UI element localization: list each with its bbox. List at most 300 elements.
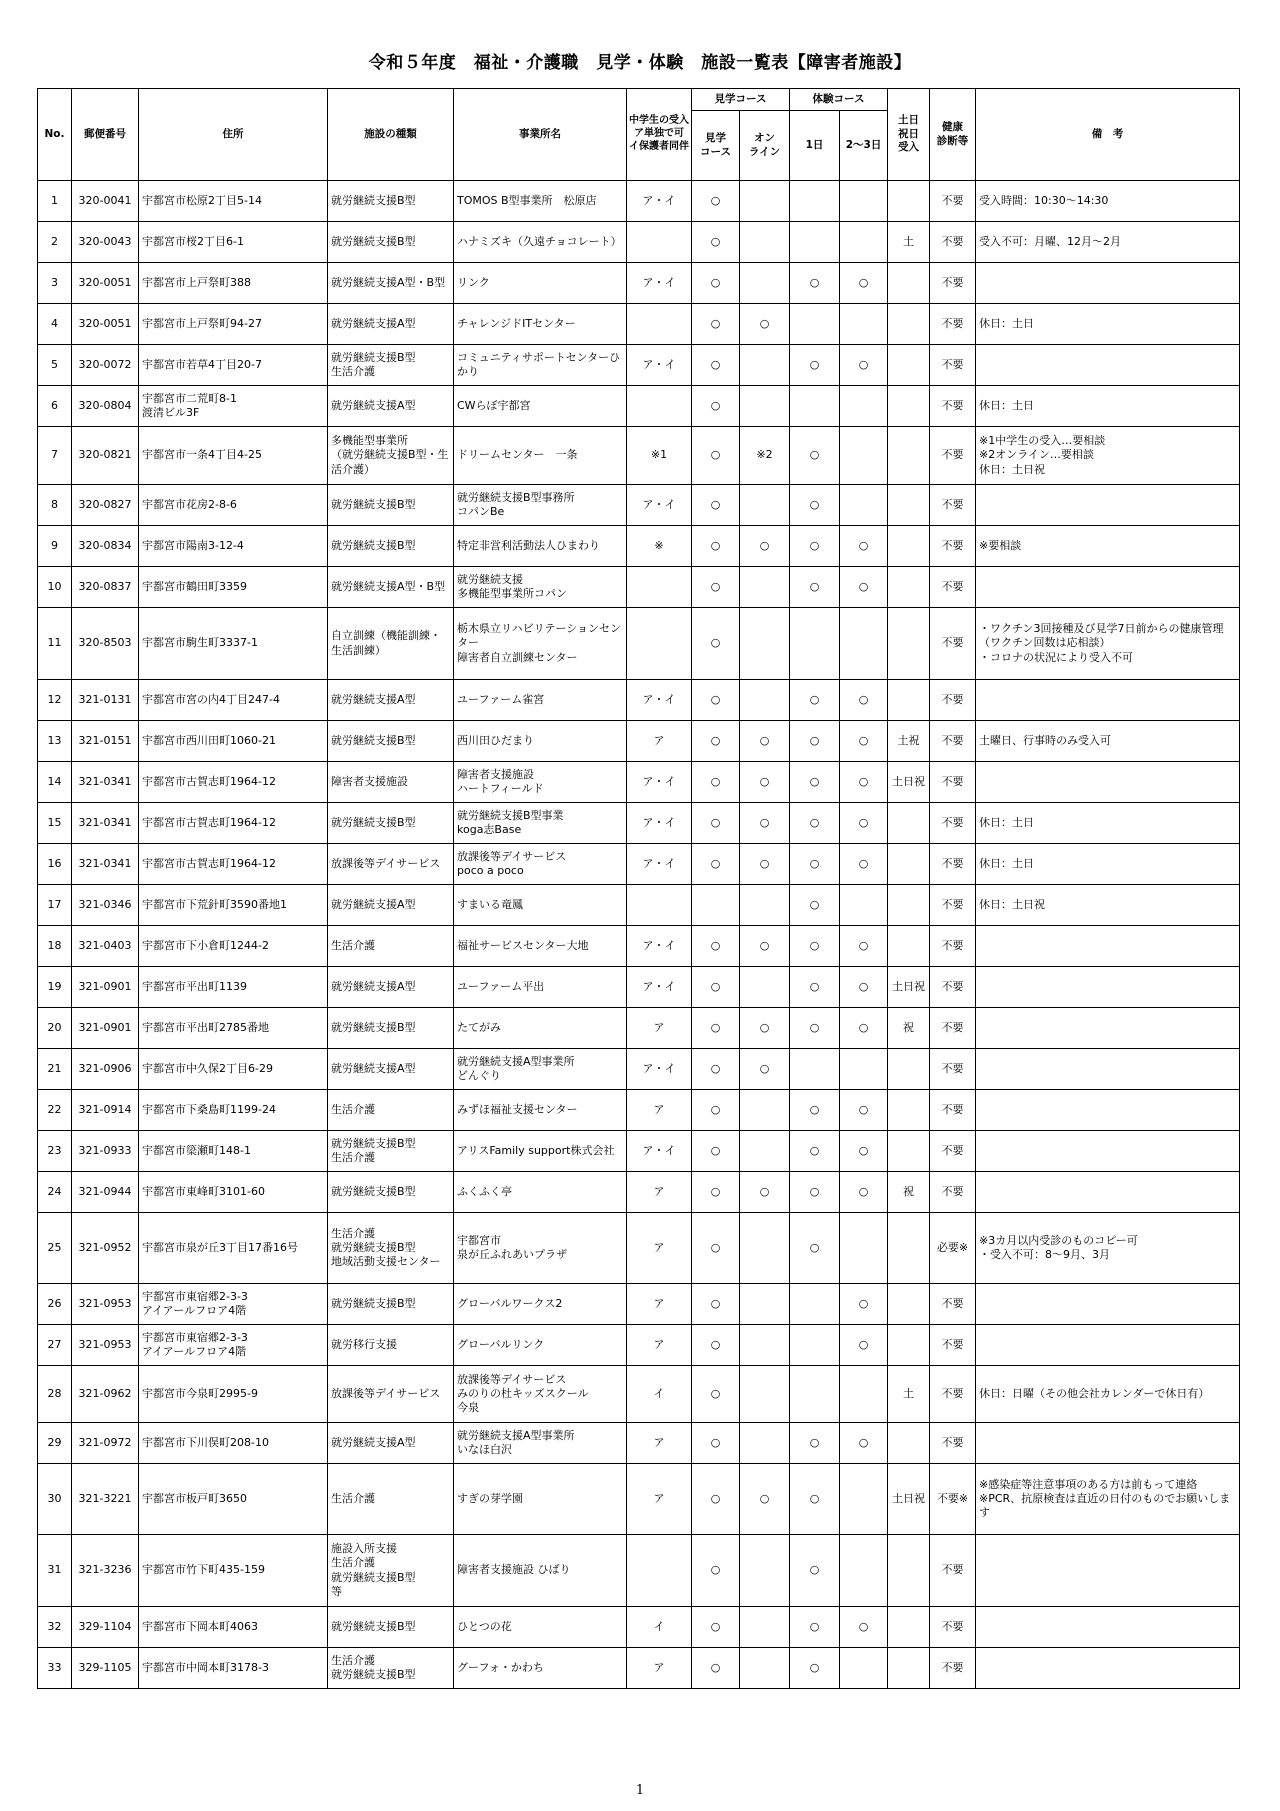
cell-day1: ○ <box>790 967 840 1008</box>
cell-postal: 320-0804 <box>72 386 139 427</box>
cell-weekend <box>888 1049 930 1090</box>
cell-weekend <box>888 803 930 844</box>
cell-kengaku: ○ <box>692 1535 740 1607</box>
cell-remarks <box>976 567 1240 608</box>
cell-no: 11 <box>38 608 72 680</box>
cell-postal: 321-0953 <box>72 1284 139 1325</box>
cell-type: 就労継続支援B型 <box>328 181 454 222</box>
cell-no: 1 <box>38 181 72 222</box>
cell-weekend <box>888 304 930 345</box>
cell-type: 放課後等デイサービス <box>328 1366 454 1423</box>
cell-address: 宇都宮市中久保2丁目6-29 <box>139 1049 328 1090</box>
cell-name: たてがみ <box>454 1008 627 1049</box>
cell-day23 <box>840 1366 888 1423</box>
cell-weekend: 祝 <box>888 1008 930 1049</box>
cell-day23 <box>840 304 888 345</box>
cell-remarks <box>976 1325 1240 1366</box>
cell-day23 <box>840 427 888 485</box>
cell-day1: ○ <box>790 844 840 885</box>
cell-kengaku: ○ <box>692 1607 740 1648</box>
cell-remarks: ※要相談 <box>976 526 1240 567</box>
cell-junior: ア <box>627 721 692 762</box>
header-name: 事業所名 <box>454 89 627 181</box>
table-row <box>38 967 1240 1008</box>
cell-remarks: ※感染症等注意事項のある方は前もって連絡 ※PCR、抗原検査は直近の日付のものでお願いします <box>976 1464 1240 1535</box>
cell-address: 宇都宮市下川俣町208-10 <box>139 1423 328 1464</box>
cell-weekend <box>888 1090 930 1131</box>
cell-day23: ○ <box>840 680 888 721</box>
cell-junior: ア・イ <box>627 967 692 1008</box>
cell-no: 32 <box>38 1607 72 1648</box>
cell-no: 28 <box>38 1366 72 1423</box>
table-row <box>38 1090 1240 1131</box>
cell-postal: 321-0933 <box>72 1131 139 1172</box>
cell-no: 6 <box>38 386 72 427</box>
cell-name: 障害者支援施設 ハートフィールド <box>454 762 627 803</box>
table-row <box>38 1172 1240 1213</box>
table-row <box>38 803 1240 844</box>
cell-health: 不要 <box>930 967 976 1008</box>
cell-health: 不要 <box>930 608 976 680</box>
header-weekend: 土日 祝日 受入 <box>888 89 930 181</box>
cell-postal: 320-0837 <box>72 567 139 608</box>
cell-name: コミュニティサポートセンターひかり <box>454 345 627 386</box>
cell-day1: ○ <box>790 567 840 608</box>
cell-health: 不要 <box>930 1284 976 1325</box>
cell-remarks <box>976 1090 1240 1131</box>
table-row <box>38 304 1240 345</box>
table-row <box>38 567 1240 608</box>
cell-weekend <box>888 485 930 526</box>
cell-postal: 321-0151 <box>72 721 139 762</box>
cell-online <box>740 1213 790 1284</box>
cell-address: 宇都宮市二荒町8-1 渡清ビル3F <box>139 386 328 427</box>
cell-day1: ○ <box>790 885 840 926</box>
cell-remarks <box>976 485 1240 526</box>
cell-weekend <box>888 926 930 967</box>
cell-day1 <box>790 1049 840 1090</box>
cell-kengaku: ○ <box>692 1648 740 1689</box>
cell-postal: 321-0403 <box>72 926 139 967</box>
cell-weekend <box>888 567 930 608</box>
cell-name: 栃木県立リハビリテーションセンター 障害者自立訓練センター <box>454 608 627 680</box>
cell-name: 就労継続支援 多機能型事業所コパン <box>454 567 627 608</box>
cell-name: 特定非営利活動法人ひまわり <box>454 526 627 567</box>
cell-type: 就労継続支援A型 <box>328 967 454 1008</box>
cell-address: 宇都宮市若草4丁目20-7 <box>139 345 328 386</box>
cell-online <box>740 1284 790 1325</box>
cell-day1: ○ <box>790 1607 840 1648</box>
cell-day23 <box>840 181 888 222</box>
cell-no: 33 <box>38 1648 72 1689</box>
cell-weekend: 祝 <box>888 1172 930 1213</box>
cell-health: 不要 <box>930 1535 976 1607</box>
cell-no: 7 <box>38 427 72 485</box>
cell-junior: ア・イ <box>627 345 692 386</box>
cell-health: 不要 <box>930 803 976 844</box>
cell-address: 宇都宮市下岡本町4063 <box>139 1607 328 1648</box>
cell-remarks <box>976 345 1240 386</box>
cell-day23: ○ <box>840 926 888 967</box>
table-body <box>38 181 1240 1689</box>
cell-health: 不要 <box>930 1423 976 1464</box>
cell-postal: 321-3236 <box>72 1535 139 1607</box>
cell-address: 宇都宮市今泉町2995-9 <box>139 1366 328 1423</box>
cell-junior: ※ <box>627 526 692 567</box>
cell-address: 宇都宮市東峰町3101-60 <box>139 1172 328 1213</box>
cell-health: 不要 <box>930 1049 976 1090</box>
cell-junior <box>627 608 692 680</box>
cell-weekend <box>888 345 930 386</box>
cell-address: 宇都宮市東宿郷2-3-3 アイアールフロア4階 <box>139 1325 328 1366</box>
cell-day23 <box>840 885 888 926</box>
cell-type: 就労継続支援B型 生活介護 <box>328 1131 454 1172</box>
cell-online: ○ <box>740 304 790 345</box>
cell-junior: ア・イ <box>627 263 692 304</box>
cell-address: 宇都宮市陽南3-12-4 <box>139 526 328 567</box>
cell-kengaku: ○ <box>692 181 740 222</box>
cell-postal: 329-1104 <box>72 1607 139 1648</box>
cell-type: 就労継続支援B型 <box>328 222 454 263</box>
cell-kengaku: ○ <box>692 345 740 386</box>
cell-day23: ○ <box>840 967 888 1008</box>
cell-postal: 321-0346 <box>72 885 139 926</box>
table-row <box>38 263 1240 304</box>
cell-day1: ○ <box>790 1423 840 1464</box>
cell-address: 宇都宮市花房2-8-6 <box>139 485 328 526</box>
cell-kengaku: ○ <box>692 1008 740 1049</box>
cell-day1: ○ <box>790 803 840 844</box>
cell-junior: ア <box>627 1325 692 1366</box>
header-kengaku-group: 見学コース <box>692 89 790 111</box>
cell-name: みずほ福祉支援センター <box>454 1090 627 1131</box>
cell-day23: ○ <box>840 1423 888 1464</box>
table-row <box>38 1284 1240 1325</box>
cell-name: グローバルワークス2 <box>454 1284 627 1325</box>
cell-kengaku: ○ <box>692 608 740 680</box>
cell-remarks: 休日：土日祝 <box>976 885 1240 926</box>
cell-kengaku: ○ <box>692 967 740 1008</box>
cell-type: 就労継続支援B型 <box>328 485 454 526</box>
cell-name: TOMOS B型事業所 松原店 <box>454 181 627 222</box>
cell-name: リンク <box>454 263 627 304</box>
cell-name: 就労継続支援A型事業所 いなほ白沢 <box>454 1423 627 1464</box>
cell-health: 不要 <box>930 885 976 926</box>
cell-name: 放課後等デイサービス みのりの杜キッズスクール 今泉 <box>454 1366 627 1423</box>
cell-day23 <box>840 485 888 526</box>
cell-day23: ○ <box>840 1131 888 1172</box>
table-row <box>38 721 1240 762</box>
cell-remarks <box>976 1648 1240 1689</box>
cell-kengaku: ○ <box>692 1325 740 1366</box>
cell-remarks: 休日：土日 <box>976 844 1240 885</box>
cell-junior <box>627 222 692 263</box>
cell-junior: ア・イ <box>627 803 692 844</box>
cell-health: 不要※ <box>930 1464 976 1535</box>
cell-name: 就労継続支援A型事業所 どんぐり <box>454 1049 627 1090</box>
cell-remarks <box>976 1172 1240 1213</box>
cell-health: 不要 <box>930 762 976 803</box>
cell-day23: ○ <box>840 844 888 885</box>
cell-name: ふくふく亭 <box>454 1172 627 1213</box>
cell-no: 22 <box>38 1090 72 1131</box>
cell-day1: ○ <box>790 427 840 485</box>
cell-postal: 320-0051 <box>72 263 139 304</box>
cell-weekend <box>888 680 930 721</box>
cell-remarks <box>976 1423 1240 1464</box>
table-row <box>38 526 1240 567</box>
cell-online <box>740 885 790 926</box>
cell-day1 <box>790 1284 840 1325</box>
cell-postal: 320-0821 <box>72 427 139 485</box>
cell-health: 不要 <box>930 721 976 762</box>
cell-postal: 321-0962 <box>72 1366 139 1423</box>
cell-junior: ア <box>627 1090 692 1131</box>
cell-day23: ○ <box>840 1172 888 1213</box>
cell-kengaku: ○ <box>692 803 740 844</box>
table-row <box>38 345 1240 386</box>
cell-day1: ○ <box>790 926 840 967</box>
cell-online <box>740 1090 790 1131</box>
cell-online <box>740 1325 790 1366</box>
cell-online: ○ <box>740 1049 790 1090</box>
cell-health: 不要 <box>930 844 976 885</box>
cell-name: すぎの芽学園 <box>454 1464 627 1535</box>
cell-day1: ○ <box>790 680 840 721</box>
cell-name: 放課後等デイサービス poco a poco <box>454 844 627 885</box>
cell-kengaku: ○ <box>692 263 740 304</box>
header-postal: 郵便番号 <box>72 89 139 181</box>
table-row <box>38 926 1240 967</box>
cell-weekend <box>888 608 930 680</box>
table-row <box>38 1648 1240 1689</box>
cell-junior: ア <box>627 1648 692 1689</box>
cell-online <box>740 1423 790 1464</box>
cell-online: ○ <box>740 844 790 885</box>
cell-type: 障害者支援施設 <box>328 762 454 803</box>
cell-type: 放課後等デイサービス <box>328 844 454 885</box>
cell-online <box>740 1607 790 1648</box>
cell-address: 宇都宮市上戸祭町94-27 <box>139 304 328 345</box>
cell-day1: ○ <box>790 762 840 803</box>
cell-health: 不要 <box>930 567 976 608</box>
cell-name: 障害者支援施設 ひばり <box>454 1535 627 1607</box>
table-row <box>38 885 1240 926</box>
cell-address: 宇都宮市松原2丁目5-14 <box>139 181 328 222</box>
cell-type: 就労継続支援B型 <box>328 803 454 844</box>
cell-no: 19 <box>38 967 72 1008</box>
cell-name: グローバルリンク <box>454 1325 627 1366</box>
cell-address: 宇都宮市簗瀬町148-1 <box>139 1131 328 1172</box>
cell-postal: 321-0341 <box>72 762 139 803</box>
cell-day23 <box>840 222 888 263</box>
header-junior: 中学生の受入 ア単独で可 イ保護者同伴 <box>627 89 692 181</box>
cell-junior <box>627 304 692 345</box>
cell-no: 14 <box>38 762 72 803</box>
cell-day23: ○ <box>840 1090 888 1131</box>
cell-online <box>740 485 790 526</box>
cell-health: 必要※ <box>930 1213 976 1284</box>
cell-weekend <box>888 885 930 926</box>
cell-address: 宇都宮市平出町1139 <box>139 967 328 1008</box>
cell-junior: ※1 <box>627 427 692 485</box>
cell-day23 <box>840 386 888 427</box>
cell-kengaku: ○ <box>692 1366 740 1423</box>
cell-remarks: 休日：日曜（その他会社カレンダーで休日有） <box>976 1366 1240 1423</box>
cell-online <box>740 1366 790 1423</box>
table-row <box>38 1464 1240 1535</box>
cell-postal: 320-0051 <box>72 304 139 345</box>
cell-online <box>740 1131 790 1172</box>
cell-kengaku: ○ <box>692 567 740 608</box>
cell-online <box>740 567 790 608</box>
table-row <box>38 1366 1240 1423</box>
cell-remarks <box>976 680 1240 721</box>
cell-remarks <box>976 1535 1240 1607</box>
cell-weekend: 土 <box>888 222 930 263</box>
cell-weekend: 土日祝 <box>888 762 930 803</box>
cell-remarks <box>976 926 1240 967</box>
cell-type: 就労継続支援A型 <box>328 1049 454 1090</box>
cell-health: 不要 <box>930 1325 976 1366</box>
cell-junior: ア <box>627 1284 692 1325</box>
cell-day23 <box>840 1213 888 1284</box>
cell-type: 施設入所支援 生活介護 就労継続支援B型 等 <box>328 1535 454 1607</box>
cell-day1: ○ <box>790 721 840 762</box>
cell-online: ○ <box>740 803 790 844</box>
cell-day1 <box>790 1366 840 1423</box>
cell-postal: 321-0944 <box>72 1172 139 1213</box>
cell-postal: 321-0341 <box>72 803 139 844</box>
cell-weekend <box>888 1535 930 1607</box>
cell-online: ○ <box>740 526 790 567</box>
cell-address: 宇都宮市平出町2785番地 <box>139 1008 328 1049</box>
cell-address: 宇都宮市中岡本町3178-3 <box>139 1648 328 1689</box>
cell-day23: ○ <box>840 762 888 803</box>
cell-no: 20 <box>38 1008 72 1049</box>
cell-no: 24 <box>38 1172 72 1213</box>
cell-postal: 320-0827 <box>72 485 139 526</box>
cell-address: 宇都宮市下小倉町1244-2 <box>139 926 328 967</box>
header-no: No. <box>38 89 72 181</box>
cell-kengaku: ○ <box>692 427 740 485</box>
cell-day1: ○ <box>790 1131 840 1172</box>
cell-type: 就労移行支援 <box>328 1325 454 1366</box>
header-type: 施設の種類 <box>328 89 454 181</box>
cell-online <box>740 967 790 1008</box>
cell-junior <box>627 1535 692 1607</box>
cell-day23: ○ <box>840 1607 888 1648</box>
cell-kengaku: ○ <box>692 222 740 263</box>
cell-online <box>740 263 790 304</box>
cell-online <box>740 345 790 386</box>
cell-online <box>740 680 790 721</box>
cell-day23: ○ <box>840 345 888 386</box>
cell-name: ドリームセンター 一条 <box>454 427 627 485</box>
cell-health: 不要 <box>930 1648 976 1689</box>
cell-postal: 320-0041 <box>72 181 139 222</box>
cell-online <box>740 1535 790 1607</box>
table-row <box>38 608 1240 680</box>
page-title: 令和５年度 福祉・介護職 見学・体験 施設一覧表【障害者施設】 <box>368 53 912 73</box>
cell-kengaku <box>692 885 740 926</box>
cell-online: ○ <box>740 926 790 967</box>
cell-kengaku: ○ <box>692 1090 740 1131</box>
facility-table <box>37 88 1240 1689</box>
cell-weekend <box>888 1131 930 1172</box>
cell-postal: 321-0906 <box>72 1049 139 1090</box>
cell-weekend <box>888 263 930 304</box>
cell-weekend: 土日祝 <box>888 1464 930 1535</box>
cell-type: 就労継続支援B型 <box>328 721 454 762</box>
cell-health: 不要 <box>930 926 976 967</box>
cell-day23 <box>840 1049 888 1090</box>
cell-online <box>740 222 790 263</box>
cell-remarks <box>976 967 1240 1008</box>
cell-kengaku: ○ <box>692 926 740 967</box>
cell-type: 生活介護 <box>328 926 454 967</box>
page-number: 1 <box>635 1783 645 1798</box>
cell-address: 宇都宮市下荒針町3590番地1 <box>139 885 328 926</box>
cell-type: 自立訓練（機能訓練・生活訓練） <box>328 608 454 680</box>
cell-day1: ○ <box>790 1090 840 1131</box>
cell-junior <box>627 386 692 427</box>
cell-online: ○ <box>740 1464 790 1535</box>
cell-no: 5 <box>38 345 72 386</box>
cell-weekend: 土祝 <box>888 721 930 762</box>
cell-type: 就労継続支援B型 <box>328 1172 454 1213</box>
cell-address: 宇都宮市古賀志町1964-12 <box>139 803 328 844</box>
cell-no: 15 <box>38 803 72 844</box>
cell-kengaku: ○ <box>692 844 740 885</box>
cell-no: 27 <box>38 1325 72 1366</box>
cell-postal: 320-0043 <box>72 222 139 263</box>
cell-day1 <box>790 1325 840 1366</box>
cell-type: 生活介護 就労継続支援B型 <box>328 1648 454 1689</box>
cell-health: 不要 <box>930 1008 976 1049</box>
cell-weekend <box>888 181 930 222</box>
cell-address: 宇都宮市泉が丘3丁目17番16号 <box>139 1213 328 1284</box>
cell-day1: ○ <box>790 1213 840 1284</box>
cell-address: 宇都宮市宮の内4丁目247-4 <box>139 680 328 721</box>
cell-kengaku: ○ <box>692 485 740 526</box>
table-row <box>38 1325 1240 1366</box>
cell-type: 就労継続支援B型 <box>328 1008 454 1049</box>
cell-remarks: ※3カ月以内受診のものコピー可 ・受入不可：8～9月、3月 <box>976 1213 1240 1284</box>
cell-remarks: ・ワクチン3回接種及び見学7日前からの健康管理（ワクチン回数は応相談） ・コロナの状況により受入不可 <box>976 608 1240 680</box>
cell-kengaku: ○ <box>692 1464 740 1535</box>
cell-weekend <box>888 386 930 427</box>
table-row <box>38 181 1240 222</box>
cell-day1: ○ <box>790 263 840 304</box>
cell-health: 不要 <box>930 304 976 345</box>
cell-day1: ○ <box>790 485 840 526</box>
cell-kengaku: ○ <box>692 721 740 762</box>
cell-junior: イ <box>627 1607 692 1648</box>
cell-name: アリスFamily support株式会社 <box>454 1131 627 1172</box>
header-remarks: 備 考 <box>976 89 1240 181</box>
cell-health: 不要 <box>930 485 976 526</box>
cell-health: 不要 <box>930 680 976 721</box>
cell-remarks <box>976 1049 1240 1090</box>
cell-kengaku: ○ <box>692 762 740 803</box>
cell-address: 宇都宮市鶴田町3359 <box>139 567 328 608</box>
cell-name: ユーファーム平出 <box>454 967 627 1008</box>
cell-health: 不要 <box>930 427 976 485</box>
cell-weekend <box>888 1423 930 1464</box>
cell-online: ※2 <box>740 427 790 485</box>
cell-day1 <box>790 608 840 680</box>
